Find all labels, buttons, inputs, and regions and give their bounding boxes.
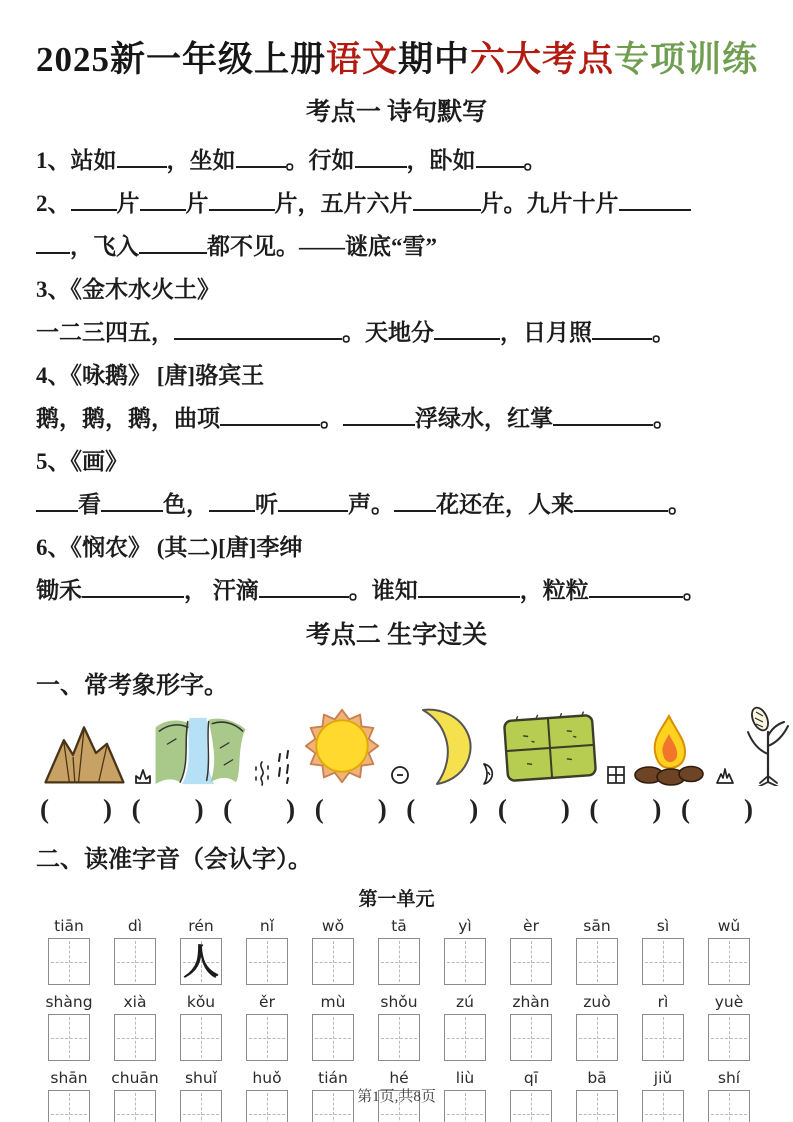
oracle-sun-glyph-icon <box>389 764 411 786</box>
tianzige-box <box>180 1014 222 1061</box>
fill-in-blank <box>394 491 436 512</box>
question-text: ，粒粒 <box>519 578 589 603</box>
question-text: 。 <box>668 492 691 517</box>
pictograph-field <box>498 710 627 786</box>
fill-in-blank <box>434 319 500 340</box>
paren-open: ( <box>589 794 599 824</box>
part1-label: 一、常考象形字。 <box>36 673 228 699</box>
pinyin-label: zuò <box>583 993 611 1011</box>
tianzige-box <box>114 938 156 985</box>
question-text: 1、站如 <box>36 148 117 173</box>
fill-in-blank <box>592 319 652 340</box>
paren-open: ( <box>680 794 690 824</box>
title-segment: 六大考点 <box>470 40 615 79</box>
pinyin-label: shān <box>50 1069 88 1087</box>
pinyin-label: yuè <box>714 993 744 1011</box>
pinyin-label: shí <box>717 1069 741 1087</box>
fill-in-blank <box>413 190 481 211</box>
fill-in-blank <box>553 405 653 426</box>
paren-close: ) <box>377 794 387 824</box>
pinyin-label: huǒ <box>252 1069 282 1087</box>
pinyin-label: sì <box>656 917 670 935</box>
fill-in-blank <box>574 491 668 512</box>
question-text: 。 <box>320 406 343 431</box>
tianzige-box <box>576 938 618 985</box>
question-text: 片，五片六片 <box>274 191 413 216</box>
fill-in-blank <box>259 577 349 598</box>
paren-close: ) <box>286 794 296 824</box>
question-text: 鹅，鹅，鹅，曲项 <box>36 406 220 431</box>
title-segment: 专项训练 <box>614 40 759 79</box>
answer-paren-pair <box>681 794 753 825</box>
paren-close: ) <box>652 794 662 824</box>
question-text: 。 <box>653 406 676 431</box>
question-text: 片 <box>185 191 209 216</box>
paren-open: ( <box>40 794 49 824</box>
question-text: ，卧如 <box>406 148 476 173</box>
pinyin-label: dì <box>127 917 143 935</box>
pinyin-label-row <box>36 993 762 1011</box>
fill-in-blank <box>220 405 320 426</box>
question-line <box>36 314 757 345</box>
question-text: 。行如 <box>285 148 355 173</box>
question-line <box>36 400 757 431</box>
oracle-fire-glyph-icon <box>714 766 736 786</box>
written-character: 人 <box>182 941 219 982</box>
question-line <box>36 443 757 474</box>
tianzige-box <box>642 1014 684 1061</box>
answer-paren-pair <box>498 794 570 825</box>
question-text: 片 <box>116 191 140 216</box>
pictograph-sun <box>298 706 411 786</box>
question-text: 浮绿水，红掌 <box>415 406 553 431</box>
section1-heading: 考点一 诗句默写 <box>305 99 488 126</box>
tianzige-box <box>180 938 222 985</box>
mountain-image-icon <box>38 720 130 786</box>
sun-image-icon <box>298 706 386 786</box>
fill-in-blank <box>174 319 342 340</box>
question-line <box>36 486 757 517</box>
question-line <box>36 185 757 216</box>
fill-in-blank <box>36 233 70 254</box>
oracle-mountain-glyph-icon <box>133 766 153 786</box>
pictograph-waterfall <box>153 716 272 786</box>
question-text: 5、《画》 <box>36 449 128 474</box>
pinyin-label: èr <box>523 917 539 935</box>
question-text: 。谁知 <box>348 578 418 603</box>
tianzige-box <box>246 938 288 985</box>
oracle-moon-glyph-icon <box>480 762 498 786</box>
question-text: 4、《咏鹅》 [唐]骆宾王 <box>36 363 265 388</box>
moon-image-icon <box>411 706 477 786</box>
question-text: ，坐如 <box>166 148 236 173</box>
question-text: 2、 <box>36 191 71 216</box>
fill-in-blank <box>589 577 683 598</box>
tianzige-box <box>48 938 90 985</box>
tianzige-box <box>444 1014 486 1061</box>
question-text: 。天地分 <box>342 320 434 345</box>
pinyin-label: sān <box>583 917 611 935</box>
pinyin-label: tiān <box>54 917 84 935</box>
pictograph-fire <box>627 714 736 786</box>
section2-heading: 考点二 生字过关 <box>305 622 488 649</box>
fill-in-blank <box>209 190 275 211</box>
question-line <box>36 228 757 259</box>
question-text: 3、《金木水火土》 <box>36 277 220 302</box>
pinyin-label: ěr <box>259 993 275 1011</box>
writing-box-row <box>36 938 762 985</box>
paren-open: ( <box>314 794 324 824</box>
fill-in-blank <box>476 147 524 168</box>
tianzige-box <box>312 938 354 985</box>
writing-box-row <box>36 1014 762 1061</box>
pinyin-label: nǐ <box>259 917 275 935</box>
unit-heading: 第一单元 <box>358 889 435 910</box>
pinyin-label: tā <box>391 917 407 935</box>
fire-image-icon <box>627 714 711 786</box>
pictograph-row <box>38 708 755 786</box>
paren-open: ( <box>497 794 507 824</box>
tianzige-box <box>510 1014 552 1061</box>
answer-paren-pair <box>132 794 204 825</box>
tianzige-box <box>642 938 684 985</box>
question-text: 6、《悯农》 (其二)[唐]李绅 <box>36 535 303 560</box>
question-text: 听 <box>255 492 278 517</box>
page-title <box>36 32 757 82</box>
part2-label: 二、读准字音（会认字）。 <box>36 847 312 873</box>
fill-in-blank <box>36 491 78 512</box>
fill-in-blank <box>343 405 415 426</box>
paren-open: ( <box>406 794 416 824</box>
title-segment: 期中 <box>398 40 471 79</box>
title-segment: 语文 <box>326 40 399 79</box>
paren-close: ) <box>560 794 570 824</box>
tianzige-box <box>444 938 486 985</box>
pinyin-label: hé <box>389 1069 409 1087</box>
poem-questions <box>36 142 757 603</box>
fill-in-blank <box>140 190 186 211</box>
pinyin-label: zú <box>456 993 474 1011</box>
oracle-rain-glyph-icon <box>272 748 298 786</box>
question-line <box>36 572 757 603</box>
paren-close: ) <box>743 794 753 824</box>
pictograph-moon <box>411 706 498 786</box>
question-text: 都不见。——谜底“雪” <box>207 234 437 259</box>
pinyin-label: yì <box>458 917 472 935</box>
pinyin-label: shuǐ <box>184 1069 218 1087</box>
question-text: 看 <box>78 492 101 517</box>
answer-paren-row <box>40 794 753 825</box>
pinyin-label: chuān <box>111 1069 159 1087</box>
pictograph-mountain <box>38 720 153 786</box>
fill-in-blank <box>117 147 167 168</box>
pinyin-label: xià <box>123 993 147 1011</box>
paren-open: ( <box>131 794 141 824</box>
oracle-water-glyph-icon <box>252 760 272 786</box>
fill-in-blank <box>278 491 348 512</box>
paren-open: ( <box>223 794 233 824</box>
answer-paren-pair <box>223 794 295 825</box>
tianzige-box <box>312 1014 354 1061</box>
pinyin-label: tián <box>318 1069 348 1087</box>
pinyin-label: jiǔ <box>653 1069 673 1087</box>
pictograph-seedling <box>736 706 793 786</box>
question-text: 。 <box>682 578 706 603</box>
pinyin-label: wǒ <box>321 917 345 935</box>
fill-in-blank <box>355 147 407 168</box>
tianzige-box <box>378 1014 420 1061</box>
waterfall-image-icon <box>153 716 249 786</box>
answer-paren-pair <box>589 794 661 825</box>
answer-paren-pair <box>315 794 387 825</box>
paren-close: ) <box>469 794 479 824</box>
pictograph-rain <box>272 748 298 786</box>
tianzige-box <box>246 1014 288 1061</box>
pinyin-label: rì <box>657 993 669 1011</box>
fill-in-blank <box>71 190 117 211</box>
tianzige-box <box>114 1014 156 1061</box>
oracle-field-glyph-icon <box>605 764 627 786</box>
question-text: 片。九片十片 <box>480 191 619 216</box>
paren-close: ) <box>194 794 204 824</box>
pinyin-label: wǔ <box>717 917 741 935</box>
question-text: ， 汗滴 <box>184 578 259 603</box>
tianzige-box <box>708 1014 750 1061</box>
tianzige-box <box>378 938 420 985</box>
tianzige-box <box>708 938 750 985</box>
tianzige-box <box>48 1014 90 1061</box>
fill-in-blank <box>236 147 286 168</box>
tianzige-box <box>510 938 552 985</box>
pinyin-label: liù <box>455 1069 475 1087</box>
title-segment: 2025新一年级上册 <box>36 40 327 79</box>
answer-paren-pair <box>40 794 112 825</box>
fill-in-blank <box>209 491 255 512</box>
paren-close: ) <box>103 794 112 824</box>
pinyin-label: mù <box>320 993 346 1011</box>
fill-in-blank <box>101 491 163 512</box>
question-text: ，日月照 <box>500 320 592 345</box>
question-text: 声。 <box>348 492 394 517</box>
fill-in-blank <box>82 577 184 598</box>
question-text: 。 <box>652 320 675 345</box>
question-line <box>36 357 757 388</box>
question-text: 锄禾 <box>36 578 82 603</box>
pinyin-label: bā <box>587 1069 607 1087</box>
question-line <box>36 271 757 302</box>
pinyin-label: shǒu <box>380 993 418 1011</box>
tianzige-box <box>576 1014 618 1061</box>
question-text: 色， <box>163 492 209 517</box>
pinyin-label: zhàn <box>512 993 550 1011</box>
page-footer: 第1页,共8页 <box>357 1089 436 1105</box>
field-image-icon <box>498 710 602 786</box>
seedling-image-icon <box>736 706 793 786</box>
pinyin-label: rén <box>188 917 214 935</box>
fill-in-blank <box>619 190 691 211</box>
pinyin-label: qī <box>523 1069 539 1087</box>
pinyin-label-row <box>36 917 762 935</box>
pinyin-label: shàng <box>45 993 93 1011</box>
question-text: 一二三四五， <box>36 320 174 345</box>
fill-in-blank <box>418 577 520 598</box>
fill-in-blank <box>139 233 207 254</box>
answer-paren-pair <box>406 794 478 825</box>
pinyin-label: kǒu <box>186 993 216 1011</box>
question-text: 花还在，人来 <box>436 492 574 517</box>
question-line <box>36 529 757 560</box>
question-line <box>36 142 757 173</box>
question-text: ，飞入 <box>70 234 139 259</box>
question-text: 。 <box>523 148 547 173</box>
